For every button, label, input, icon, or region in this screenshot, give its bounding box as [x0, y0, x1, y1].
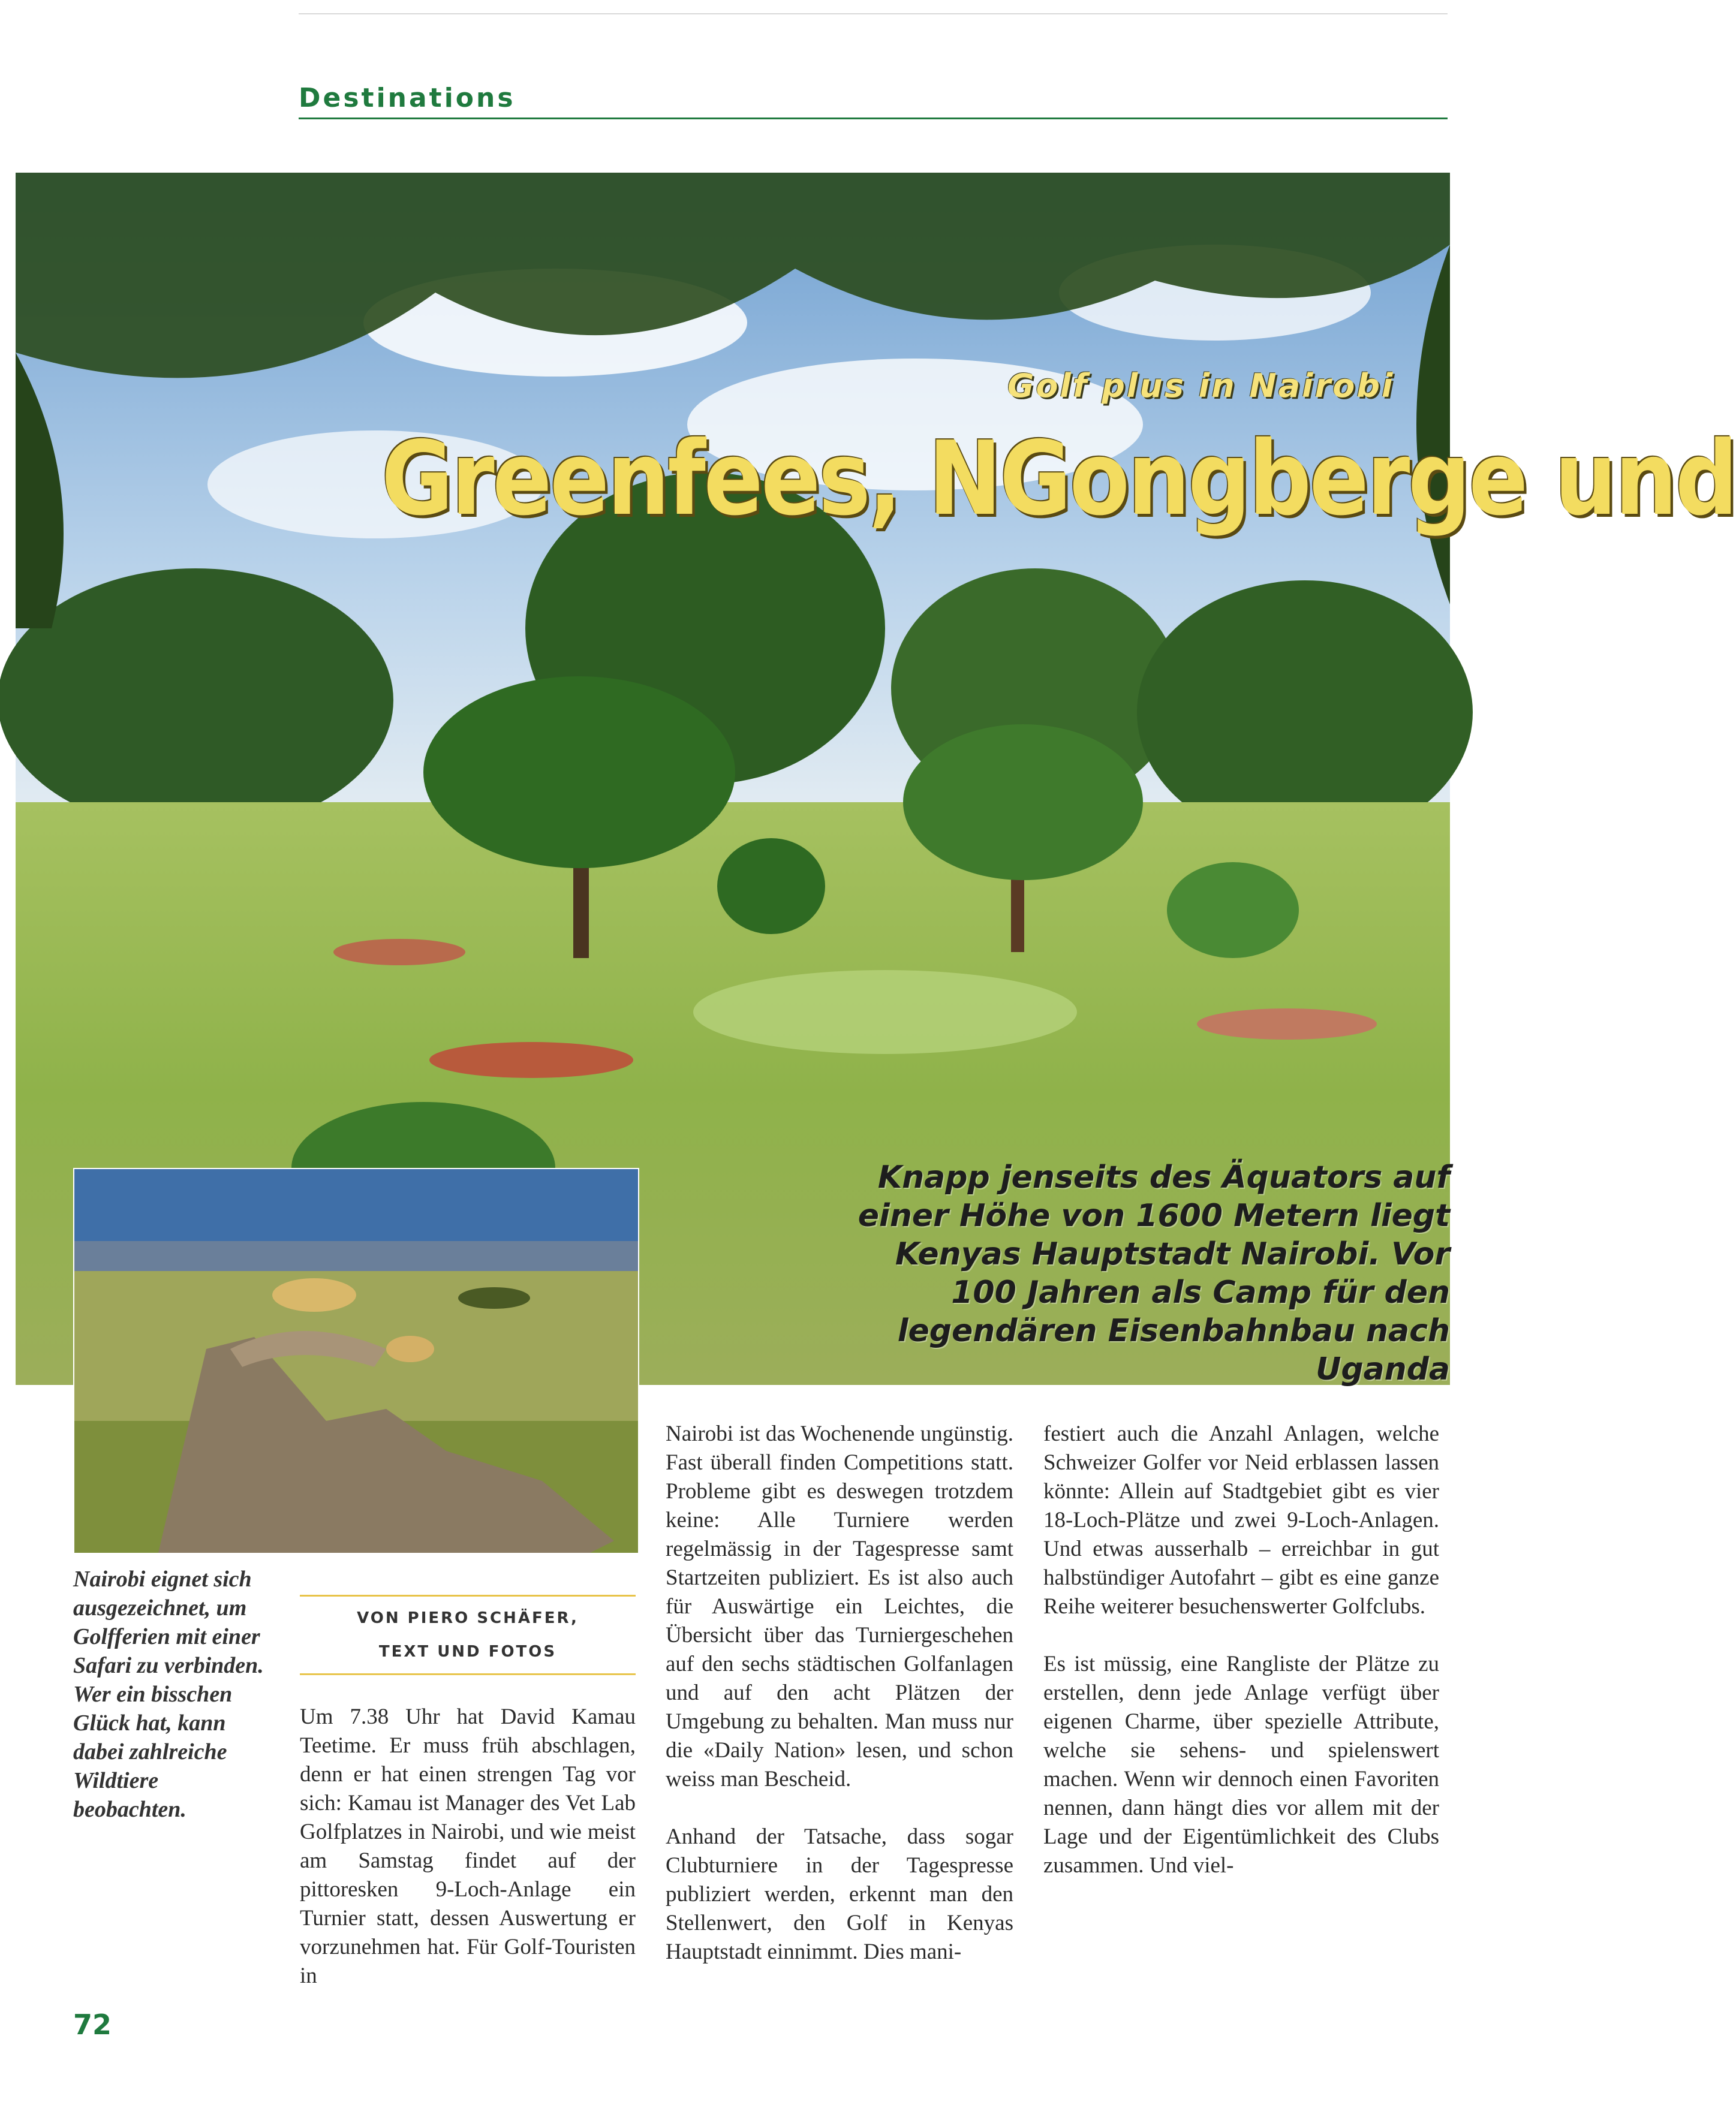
- section-title: Destinations: [299, 83, 516, 113]
- paragraph: Um 7.38 Uhr hat David Kamau Teetime. Er muss früh abschlagen, denn er hat einen strengen Tag vor sich: Kamau ist Manager des Vet Lab Golfplatzes in Nairobi, und wie meist am Samstag findet auf der pittoresken 9-Loch-Anlage ein Turnier statt, dessen Auswertung er vorzunehmen hat. Für Golf-Touristen in: [300, 1705, 636, 1988]
- kicker: Golf plus in Nairobi: [1007, 367, 1395, 405]
- inset-photo-cheetahs: [73, 1168, 639, 1554]
- text-column-2: [666, 1420, 1013, 1995]
- paragraph: Es ist müssig, eine Rangliste der Plätze zu erstellen, denn jede Anlage verfügt über eigenen Charme, über spezielle Attribute, welche sie sehens- und spielenswert machen. Wenn wir dennoch einen Favoriten nennen, dann hängt dies vor allem mit der Lage und der Eigentümlichkeit des Clubs zusammen. Und viel-: [1043, 1652, 1439, 1878]
- top-rule: [299, 13, 1448, 14]
- byline-credit: TEXT UND FOTOS: [378, 1643, 557, 1661]
- cheetah-tree-illustration: [74, 1169, 638, 1553]
- photo-caption: Nairobi eignet sich ausgezeichnet, um Golfferien mit einer Safari zu verbinden. Wer ein bisschen Glück hat, kann dabei zahlreiche Wildtiere beobachten.: [73, 1567, 264, 1822]
- paragraph: Nairobi ist das Wochenende ungünstig. Fast überall finden Competitions statt. Probleme gibt es deswegen trotzdem keine: Alle Turniere werden regelmässig in der Tagespresse samt Startzeiten publiziert. Es ist also auch für Auswärtige ein Leichtes, die Übersicht über das Turniergeschehen auf den sechs städtischen Golfanlagen und auf den acht Plätzen der Umgebung zu behalten. Man muss nur die «Daily Nation» lesen, und schon weiss man Bescheid.: [666, 1422, 1013, 1791]
- byline: [300, 1597, 636, 1673]
- headline: Greenfees, NGongberge und: [381, 420, 1736, 538]
- byline-rule-bottom: [300, 1673, 636, 1675]
- text-column-3: [1043, 1420, 1439, 1909]
- page-number: 72: [73, 2008, 112, 2041]
- paragraph: Anhand der Tatsache, dass sogar Clubturniere in der Tagespresse publiziert werden, erkennt man den Stellenwert, den Golf in Kenyas Hauptstadt einnimmt. Dies mani-: [666, 1824, 1013, 1964]
- lead-text: Knapp jenseits des Äquators auf einer Höhe von 1600 Metern liegt Kenyas Hauptstadt Nairobi. Vor 100 Jahren als Camp für den legendären Eisenbahnbau nach Uganda: [858, 1160, 1450, 1387]
- section-rule: [299, 118, 1448, 119]
- byline-author: VON PIERO SCHÄFER,: [357, 1609, 579, 1627]
- paragraph: festiert auch die Anzahl Anlagen, welche Schweizer Golfer vor Neid erblassen lassen könnte: Allein auf Stadtgebiet gibt es vier 18-Loch-Plätze und zwei 9-Loch-Anlagen. Und etwas ausserhalb – erreichbar in gut halbstündiger Autofahrt – gibt es eine ganze Reihe weiterer besuchenswerter Golfclubs.: [1043, 1422, 1439, 1619]
- text-column-1: [300, 1703, 636, 2019]
- byline-box: [300, 1595, 636, 1675]
